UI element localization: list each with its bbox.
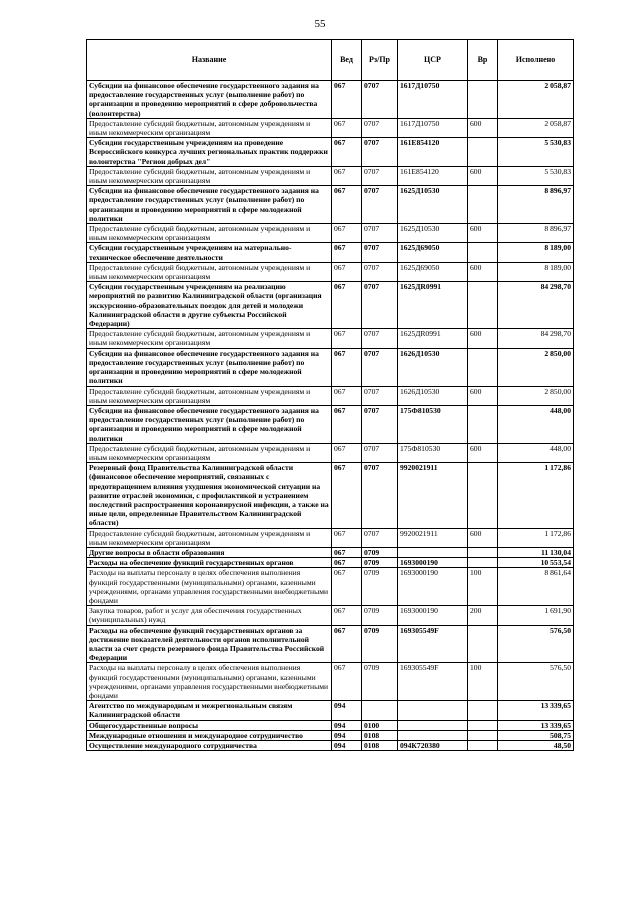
table-row — [87, 741, 574, 751]
row-amount: 2 058,87 — [498, 81, 574, 119]
row-name: Предоставление субсидий бюджетным, автономным учреждениям и иным некоммерческим организациям — [87, 329, 332, 348]
row-csr: 1626Д10530 — [398, 386, 468, 405]
row-amount: 2 058,87 — [498, 118, 574, 137]
row-csr — [398, 547, 468, 557]
table-row — [87, 547, 574, 557]
row-vr — [468, 186, 498, 224]
row-ved: 067 — [332, 547, 362, 557]
row-vr — [468, 348, 498, 386]
table-row — [87, 186, 574, 224]
table-row — [87, 443, 574, 462]
table-row — [87, 81, 574, 119]
row-ved: 067 — [332, 262, 362, 281]
row-name: Субсидии на финансовое обеспечение государственного задания на предоставление государственных услуг (выполнение работ) по организации и проведению мероприятий в сфере молодежной политики — [87, 348, 332, 386]
row-ved: 067 — [332, 663, 362, 701]
row-csr: 175Ф810530 — [398, 443, 468, 462]
row-csr: 1693000190 — [398, 568, 468, 606]
row-ved: 094 — [332, 720, 362, 730]
row-rzpr: 0707 — [362, 186, 398, 224]
row-name: Субсидии на финансовое обеспечение государственного задания на предоставление государственных услуг (выполнение работ) по организации и проведению мероприятий в сфере добровольчества (волонтерства) — [87, 81, 332, 119]
header-vr: Вр — [468, 40, 498, 81]
table-row — [87, 730, 574, 740]
row-ved: 067 — [332, 625, 362, 663]
row-name: Предоставление субсидий бюджетным, автономным учреждениям и иным некоммерческим организациям — [87, 528, 332, 547]
table-row — [87, 348, 574, 386]
row-vr: 600 — [468, 118, 498, 137]
row-ved: 067 — [332, 606, 362, 625]
row-name: Предоставление субсидий бюджетным, автономным учреждениям и иным некоммерческим организациям — [87, 443, 332, 462]
table-row — [87, 262, 574, 281]
row-vr — [468, 720, 498, 730]
row-vr: 200 — [468, 606, 498, 625]
row-csr: 1625ДR0991 — [398, 329, 468, 348]
row-amount: 448,00 — [498, 405, 574, 443]
row-amount: 1 691,90 — [498, 606, 574, 625]
row-vr — [468, 558, 498, 568]
row-name: Субсидии государственным учреждениям на реализацию мероприятий по развитию Калининградской области (организация экскурсионно-образовательных поездок для детей и молодежи Калининградской области в другие субъекты Российской Федерации) — [87, 282, 332, 329]
row-amount: 1 172,86 — [498, 463, 574, 528]
row-csr: 161E854120 — [398, 166, 468, 185]
table-row — [87, 329, 574, 348]
row-rzpr: 0707 — [362, 138, 398, 167]
row-amount: 13 339,65 — [498, 720, 574, 730]
row-amount: 576,50 — [498, 625, 574, 663]
table-row — [87, 386, 574, 405]
row-name: Расходы на выплаты персоналу в целях обеспечения выполнения функций государственными (муниципальными) органами, казенными учреждениями, органами управления государственными внебюджетными фондами — [87, 568, 332, 606]
row-ved: 067 — [332, 243, 362, 262]
row-csr: 1625Д10530 — [398, 224, 468, 243]
row-amount: 2 850,00 — [498, 348, 574, 386]
table-row — [87, 224, 574, 243]
row-csr: 1625Д69050 — [398, 262, 468, 281]
row-csr: 169305549F — [398, 625, 468, 663]
row-csr: 1617Д10750 — [398, 118, 468, 137]
row-rzpr: 0709 — [362, 558, 398, 568]
row-amount: 8 896,97 — [498, 224, 574, 243]
row-ved: 067 — [332, 138, 362, 167]
table-header-row — [87, 40, 574, 81]
row-ved: 094 — [332, 730, 362, 740]
row-ved: 067 — [332, 386, 362, 405]
row-rzpr: 0108 — [362, 741, 398, 751]
row-vr: 600 — [468, 262, 498, 281]
row-amount: 448,00 — [498, 443, 574, 462]
row-amount: 8 861,64 — [498, 568, 574, 606]
row-amount: 48,50 — [498, 741, 574, 751]
table-row — [87, 606, 574, 625]
row-vr — [468, 138, 498, 167]
row-ved: 067 — [332, 568, 362, 606]
row-rzpr: 0707 — [362, 443, 398, 462]
table-row — [87, 405, 574, 443]
row-ved: 067 — [332, 166, 362, 185]
row-rzpr: 0707 — [362, 262, 398, 281]
row-amount: 1 172,86 — [498, 528, 574, 547]
row-ved: 067 — [332, 329, 362, 348]
row-vr: 600 — [468, 166, 498, 185]
row-name: Расходы на обеспечение функций государственных органов — [87, 558, 332, 568]
row-name: Расходы на выплаты персоналу в целях обеспечения выполнения функций государственными (муниципальными) органами, казенными учреждениями, органами управления государственными внебюджетными фондами — [87, 663, 332, 701]
row-csr: 1625Д69050 — [398, 243, 468, 262]
row-rzpr: 0709 — [362, 606, 398, 625]
row-amount: 8 189,00 — [498, 262, 574, 281]
row-name: Субсидии на финансовое обеспечение государственного задания на предоставление государственных услуг (выполнение работ) по организации и проведению мероприятий в сфере молодежной политики — [87, 405, 332, 443]
row-name: Расходы на обеспечение функций государственных органов за достижение показателей деятельности органов исполнительной власти за счет средств резервного фонда Правительства Российской Федерации — [87, 625, 332, 663]
row-rzpr: 0707 — [362, 386, 398, 405]
row-ved: 067 — [332, 118, 362, 137]
row-csr: 1625ДR0991 — [398, 282, 468, 329]
row-ved: 067 — [332, 443, 362, 462]
row-vr — [468, 405, 498, 443]
table-row — [87, 663, 574, 701]
row-amount: 2 850,00 — [498, 386, 574, 405]
table-row — [87, 558, 574, 568]
row-vr — [468, 701, 498, 720]
row-amount: 508,75 — [498, 730, 574, 740]
row-amount: 5 530,83 — [498, 138, 574, 167]
table-row — [87, 625, 574, 663]
row-vr: 600 — [468, 528, 498, 547]
row-rzpr: 0707 — [362, 405, 398, 443]
budget-table — [86, 39, 574, 751]
row-rzpr: 0108 — [362, 730, 398, 740]
row-vr: 100 — [468, 568, 498, 606]
header-rzpr: Рз/Пр — [362, 40, 398, 81]
row-csr — [398, 720, 468, 730]
row-name: Субсидии государственным учреждениям на материально-техническое обеспечение деятельности — [87, 243, 332, 262]
row-rzpr: 0707 — [362, 282, 398, 329]
row-name: Резервный фонд Правительства Калининградской области (финансовое обеспечение мероприятий, связанных с предотвращением влияния ухудшения экономической ситуации на развитие отраслей экономики, с профилактикой и устранением последствий распространения коронавирусной инфекции, а также на иные цели, определенные Правительством Калининградской области) — [87, 463, 332, 528]
row-csr: 175Ф810530 — [398, 405, 468, 443]
row-csr: 161E854120 — [398, 138, 468, 167]
row-rzpr: 0707 — [362, 118, 398, 137]
row-ved: 067 — [332, 348, 362, 386]
row-rzpr: 0100 — [362, 720, 398, 730]
table-row — [87, 720, 574, 730]
row-ved: 067 — [332, 224, 362, 243]
row-vr: 600 — [468, 386, 498, 405]
row-rzpr: 0707 — [362, 528, 398, 547]
row-amount: 10 553,54 — [498, 558, 574, 568]
table-row — [87, 463, 574, 528]
table-row — [87, 701, 574, 720]
row-csr — [398, 730, 468, 740]
row-name: Субсидии на финансовое обеспечение государственного задания на предоставление государственных услуг (выполнение работ) по организации и проведению мероприятий в сфере молодежной политики — [87, 186, 332, 224]
row-csr: 1617Д10750 — [398, 81, 468, 119]
row-csr: 9920021911 — [398, 463, 468, 528]
row-rzpr: 0707 — [362, 81, 398, 119]
row-rzpr: 0707 — [362, 463, 398, 528]
row-amount: 84 298,70 — [498, 329, 574, 348]
row-rzpr: 0709 — [362, 568, 398, 606]
row-ved: 067 — [332, 405, 362, 443]
page-number: 55 — [314, 18, 326, 30]
row-name: Осуществление международного сотрудничества — [87, 741, 332, 751]
row-vr — [468, 243, 498, 262]
header-name: Название — [87, 40, 332, 81]
header-csr: ЦСР — [398, 40, 468, 81]
row-rzpr: 0709 — [362, 625, 398, 663]
table-row — [87, 243, 574, 262]
row-vr — [468, 282, 498, 329]
row-rzpr: 0707 — [362, 243, 398, 262]
row-name: Общегосударственные вопросы — [87, 720, 332, 730]
table-row — [87, 528, 574, 547]
row-ved: 067 — [332, 186, 362, 224]
row-name: Предоставление субсидий бюджетным, автономным учреждениям и иным некоммерческим организациям — [87, 224, 332, 243]
row-ved: 067 — [332, 81, 362, 119]
row-ved: 094 — [332, 701, 362, 720]
row-ved: 067 — [332, 282, 362, 329]
row-amount: 84 298,70 — [498, 282, 574, 329]
row-rzpr: 0709 — [362, 547, 398, 557]
row-vr: 600 — [468, 443, 498, 462]
row-vr — [468, 81, 498, 119]
row-amount: 5 530,83 — [498, 166, 574, 185]
row-name: Субсидии государственным учреждениям на проведение Всероссийского конкурса лучших региональных практик поддержки волонтерства "Регион добрых дел" — [87, 138, 332, 167]
row-vr — [468, 547, 498, 557]
row-rzpr: 0707 — [362, 224, 398, 243]
row-rzpr: 0707 — [362, 329, 398, 348]
row-name: Предоставление субсидий бюджетным, автономным учреждениям и иным некоммерческим организациям — [87, 262, 332, 281]
row-csr: 1625Д10530 — [398, 186, 468, 224]
row-name: Предоставление субсидий бюджетным, автономным учреждениям и иным некоммерческим организациям — [87, 386, 332, 405]
row-amount: 8 896,97 — [498, 186, 574, 224]
row-ved: 094 — [332, 741, 362, 751]
row-rzpr: 0707 — [362, 348, 398, 386]
row-name: Другие вопросы в области образования — [87, 547, 332, 557]
row-amount: 8 189,00 — [498, 243, 574, 262]
row-vr: 600 — [468, 224, 498, 243]
row-csr — [398, 701, 468, 720]
row-csr: 094К720380 — [398, 741, 468, 751]
row-name: Агентство по международным и межрегиональным связям Калининградской области — [87, 701, 332, 720]
row-csr: 9920021911 — [398, 528, 468, 547]
row-name: Международные отношения и международное сотрудничество — [87, 730, 332, 740]
table-row — [87, 282, 574, 329]
row-name: Предоставление субсидий бюджетным, автономным учреждениям и иным некоммерческим организациям — [87, 118, 332, 137]
row-rzpr — [362, 701, 398, 720]
table-row — [87, 568, 574, 606]
row-name: Закупка товаров, работ и услуг для обеспечения государственных (муниципальных) нужд — [87, 606, 332, 625]
row-name: Предоставление субсидий бюджетным, автономным учреждениям и иным некоммерческим организациям — [87, 166, 332, 185]
row-vr: 100 — [468, 663, 498, 701]
table-row — [87, 138, 574, 167]
row-ved: 067 — [332, 558, 362, 568]
row-vr — [468, 463, 498, 528]
row-vr — [468, 730, 498, 740]
row-csr: 169305549F — [398, 663, 468, 701]
table-row — [87, 166, 574, 185]
row-amount: 576,50 — [498, 663, 574, 701]
row-vr — [468, 741, 498, 751]
header-amount: Исполнено — [498, 40, 574, 81]
table-row — [87, 118, 574, 137]
row-csr: 1626Д10530 — [398, 348, 468, 386]
row-rzpr: 0707 — [362, 166, 398, 185]
header-ved: Вед — [332, 40, 362, 81]
row-ved: 067 — [332, 528, 362, 547]
row-csr: 1693000190 — [398, 558, 468, 568]
row-rzpr: 0709 — [362, 663, 398, 701]
row-ved: 067 — [332, 463, 362, 528]
row-vr: 600 — [468, 329, 498, 348]
row-amount: 11 130,04 — [498, 547, 574, 557]
row-csr: 1693000190 — [398, 606, 468, 625]
row-vr — [468, 625, 498, 663]
row-amount: 13 339,65 — [498, 701, 574, 720]
